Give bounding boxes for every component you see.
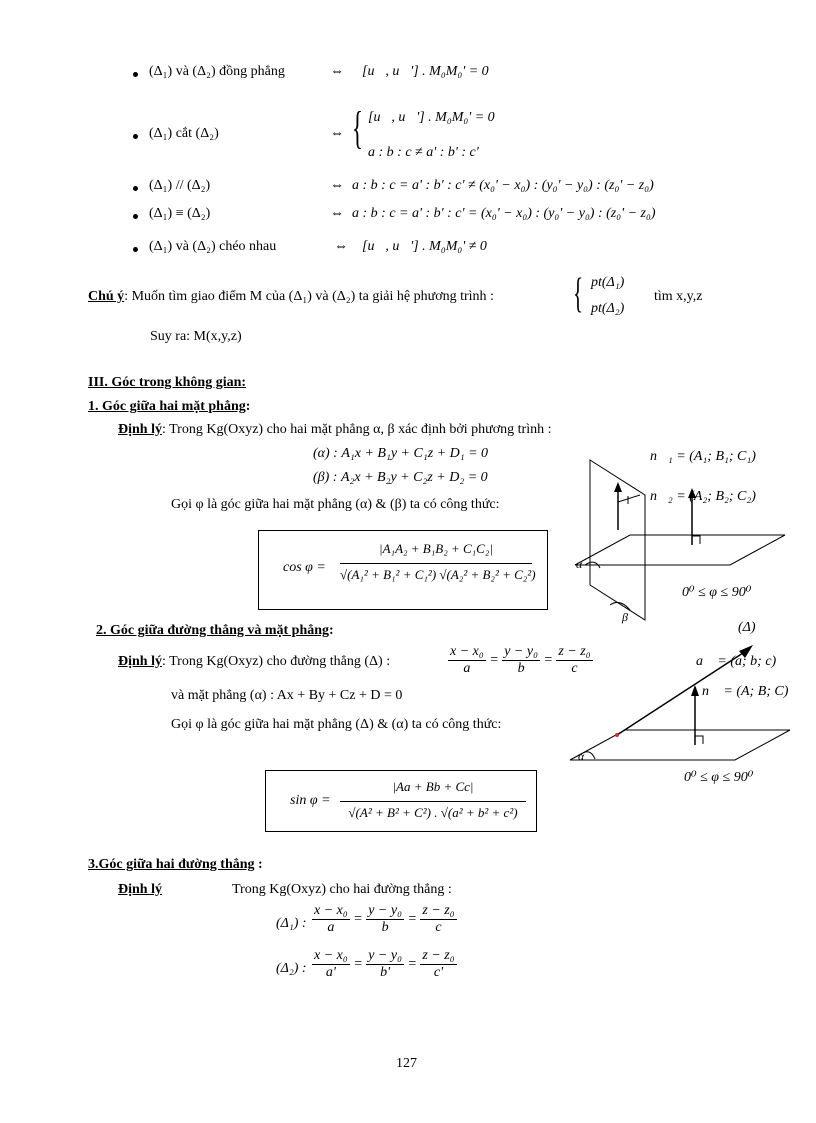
condition-formula-intersect-line2: a : b : c ≠ a' : b' : c' [368, 145, 479, 160]
theorem-label: Định lý [118, 654, 162, 669]
fig-beta: β [622, 610, 628, 624]
subsection-title-2: 2. Góc giữa đường thẳng và mặt phẳng: [96, 623, 334, 638]
fig-n1: n⃗₁ = (A₁; B₁; C₁) [650, 449, 756, 464]
theorem-2: Định lý: Trong Kg(Oxyz) cho đường thẳng (Δ) : [118, 654, 391, 669]
sin-numerator: |Aa + Bb + Cc| [392, 779, 474, 794]
line2-equation: $\frac{\text{x − x₀}}{a'}$ = $\frac{\text{y − y₀}}{b'}$ = $\frac{\text{z − z₀}}{c'}$ [314, 948, 455, 980]
bullet [133, 247, 138, 252]
equivalence-arrow: ⇔ [330, 206, 344, 221]
condition-formula-intersect-line1: [u⃗, u⃗'] . M₀M₀' = 0 [368, 110, 495, 125]
bullet [133, 72, 138, 77]
fig-n2: n⃗₂ = (A₂; B₂; C₂) [650, 489, 756, 504]
subsection-title-3: 3.Góc giữa hai đường thẳng : [88, 857, 263, 872]
plane-equation-text: và mặt phẳng (α) : Ax + By + Cz + D = 0 [171, 688, 403, 703]
bullet [133, 214, 138, 219]
bullet [133, 186, 138, 191]
system-brace: { [573, 271, 584, 317]
fig-vector-a: a⃗ = (a; b; c) [696, 654, 777, 669]
figure-two-planes [555, 440, 795, 630]
equivalence-arrow: ⇔ [330, 178, 344, 193]
condition-label-parallel: (Δ₁) // (Δ₂) [149, 178, 211, 193]
fig-angle-range-2: 0⁰ ≤ φ ≤ 90⁰ [684, 770, 754, 785]
condition-label-intersect: (Δ₁) cắt (Δ₂) [149, 126, 219, 141]
text-gọi-1: Gọi φ là góc giữa hai mặt phẳng (α) & (β) ta có công thức: [171, 497, 500, 512]
theorem-text-3: Trong Kg(Oxyz) cho hai đường thẳng : [232, 882, 452, 897]
fig-angle-range-1: 0⁰ ≤ φ ≤ 90⁰ [682, 585, 752, 600]
line1-label: (Δ₁) : [276, 916, 307, 931]
cos-numerator: |A₁A₂ + B₁B₂ + C₁C₂| [379, 541, 493, 556]
condition-label-skew: (Δ₁) và (Δ₂) chéo nhau [149, 239, 277, 254]
text-gọi-2: Gọi φ là góc giữa hai mặt phẳng (Δ) & (α) ta có công thức: [171, 717, 502, 732]
note-system-eq1: pt(Δ₁) [591, 275, 625, 290]
note-text: : Muốn tìm giao điểm M của (Δ₁) và (Δ₂) ta giải hệ phương trình : [124, 289, 494, 304]
note-result: Suy ra: M(x,y,z) [150, 329, 242, 344]
sin-lhs: sin φ = [290, 793, 331, 808]
condition-label-coincide: (Δ₁) ≡ (Δ₂) [149, 206, 211, 221]
fig-alpha-2: α [578, 749, 585, 763]
page-number: 127 [396, 1056, 417, 1071]
section-title: III. Góc trong không gian: [88, 375, 247, 390]
condition-formula-coincide: a : b : c = a' : b' : c' = (x₀' − x₀) : (y₀' − y₀) : (z₀' − z₀) [352, 206, 656, 221]
fig-vector-n: n⃗ = (A; B; C) [702, 684, 789, 699]
note-text-after: tìm x,y,z [654, 289, 703, 304]
theorem-label: Định lý [118, 422, 162, 437]
cos-lhs: cos φ = [283, 560, 326, 575]
bullet [133, 134, 138, 139]
equivalence-arrow: ⇔ [334, 239, 348, 254]
cos-denominator: √(A₁² + B₁² + C₁²) √(A₂² + B₂² + C₂²) [340, 567, 536, 582]
line2-label: (Δ₂) : [276, 961, 307, 976]
condition-label-coplanar: (Δ₁) và (Δ₂) đồng phẳng [149, 64, 285, 79]
theorem-label: Định lý [118, 882, 162, 897]
theorem-1: Định lý: Trong Kg(Oxyz) cho hai mặt phẳng α, β xác định bởi phương trình : [118, 422, 552, 437]
plane-beta-eq: (β) : A₂x + B₂y + C₂z + D₂ = 0 [313, 470, 488, 485]
condition-formula-parallel: a : b : c = a' : b' : c' ≠ (x₀' − x₀) : (y₀' − y₀) : (z₀' − z₀) [352, 178, 654, 193]
equivalence-arrow: ⇔ [330, 64, 344, 79]
line-equation: $\frac{\text{x − x₀}}{a}$ = $\frac{\text{y − y₀}}{b}$ = $\frac{\text{z − z₀}}{c}$ [450, 644, 591, 676]
equivalence-arrow: ⇔ [330, 126, 344, 141]
sin-denominator: √(A² + B² + C²) . √(a² + b² + c²) [348, 805, 518, 820]
fraction-bar [340, 801, 526, 802]
condition-formula-skew: [u⃗, u⃗'] . M₀M₀' ≠ 0 [362, 239, 487, 254]
note-line [88, 289, 494, 305]
fig-alpha: α [576, 557, 583, 571]
fraction-bar [340, 563, 532, 564]
system-brace: { [352, 102, 364, 153]
note-system-eq2: pt(Δ₂) [591, 301, 625, 316]
line1-equation: $\frac{\text{x − x₀}}{a}$ = $\frac{\text{y − y₀}}{b}$ = $\frac{\text{z − z₀}}{c}$ [314, 903, 455, 935]
fig-delta-label: (Δ) [738, 620, 756, 635]
plane-alpha-eq: (α) : A₁x + B₁y + C₁z + D₁ = 0 [313, 446, 489, 461]
note-label: Chú ý [88, 289, 125, 304]
subsection-title-1: 1. Góc giữa hai mặt phẳng: [88, 399, 251, 414]
condition-formula-coplanar: [u⃗, u⃗'] . M₀M₀' = 0 [362, 64, 489, 79]
